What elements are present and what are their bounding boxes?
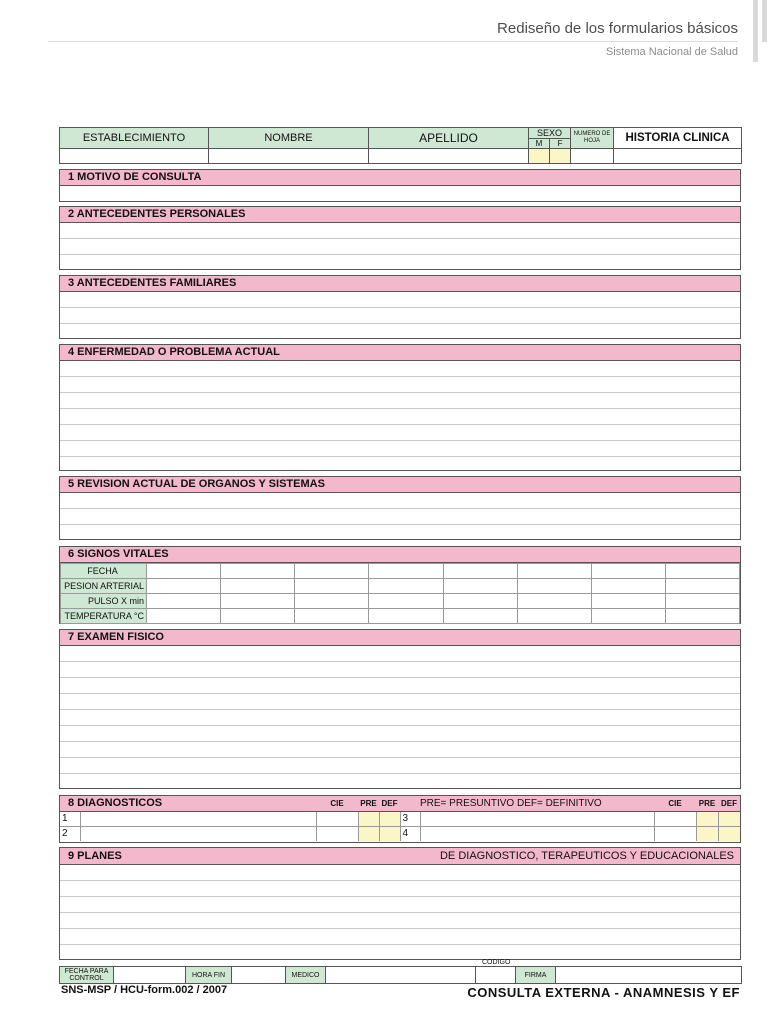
section-header: 7 EXAMEN FISICO <box>60 630 740 646</box>
diagnosis-number: 2 <box>60 826 80 841</box>
text-line[interactable] <box>60 308 740 324</box>
section-header: 8 DIAGNOSTICOS <box>60 796 316 811</box>
def-checkbox[interactable] <box>718 826 740 841</box>
diagnosis-number: 1 <box>60 811 80 826</box>
patient-identification-table <box>59 127 742 164</box>
vital-cell[interactable] <box>295 564 369 579</box>
vital-cell[interactable] <box>221 564 295 579</box>
section-header: 6 SIGNOS VITALES <box>60 547 740 563</box>
vital-signs-table <box>60 563 740 624</box>
sexo-label: SEXO <box>529 128 571 139</box>
pre-label: PRE <box>358 796 379 811</box>
establecimiento-label: ESTABLECIMIENTO <box>60 128 209 149</box>
sexo-f-checkbox[interactable] <box>550 149 571 164</box>
medico-label: MEDICO <box>286 967 326 984</box>
header-rule <box>48 41 738 42</box>
section-revision-organos <box>59 476 741 540</box>
numero-hoja-label: NUMERO DE HOJA <box>571 128 614 149</box>
cie-field[interactable] <box>316 826 358 841</box>
text-line[interactable] <box>60 425 740 441</box>
section-header: 2 ANTECEDENTES PERSONALES <box>60 207 740 223</box>
diagnosis-number: 3 <box>400 811 420 826</box>
footer-signature-table <box>59 966 742 984</box>
vital-cell[interactable] <box>517 579 591 594</box>
text-line[interactable] <box>60 742 740 758</box>
sexo-m-label: M <box>529 139 550 149</box>
section-header: 1 MOTIVO DE CONSULTA <box>60 170 740 186</box>
form-name: CONSULTA EXTERNA - ANAMNESIS Y EF <box>467 985 740 1000</box>
sexo-f-label: F <box>550 139 571 149</box>
codigo-label: CODIGO <box>482 959 511 966</box>
text-line[interactable] <box>60 441 740 457</box>
vital-cell[interactable] <box>369 579 443 594</box>
pre-checkbox[interactable] <box>358 826 379 841</box>
header-decor-bar <box>753 0 758 62</box>
vital-cell[interactable] <box>443 564 517 579</box>
vital-cell[interactable] <box>147 609 221 624</box>
vital-cell[interactable] <box>221 579 295 594</box>
vital-cell[interactable] <box>147 564 221 579</box>
text-line[interactable] <box>60 239 740 255</box>
hora-fin-field[interactable] <box>232 967 286 984</box>
diagnosis-field[interactable] <box>80 826 316 841</box>
section-header <box>60 848 740 865</box>
fecha-control-field[interactable] <box>114 967 186 984</box>
diagnosis-field[interactable] <box>420 811 654 826</box>
vital-cell[interactable] <box>443 579 517 594</box>
text-line[interactable] <box>60 694 740 710</box>
text-line[interactable] <box>60 865 740 881</box>
text-line[interactable] <box>60 361 740 377</box>
pre-checkbox[interactable] <box>696 811 718 826</box>
vital-cell[interactable] <box>443 609 517 624</box>
medico-field[interactable] <box>326 967 476 984</box>
section-signos-vitales <box>59 546 741 624</box>
form-code: SNS-MSP / HCU-form.002 / 2007 <box>61 984 228 996</box>
text-line[interactable] <box>60 409 740 425</box>
text-line[interactable] <box>60 913 740 929</box>
vital-cell[interactable] <box>665 579 739 594</box>
def-checkbox[interactable] <box>718 811 740 826</box>
text-line[interactable] <box>60 509 740 525</box>
vital-cell[interactable] <box>591 609 665 624</box>
apellido-field[interactable] <box>369 149 529 164</box>
text-line[interactable] <box>60 377 740 393</box>
vital-cell[interactable] <box>295 579 369 594</box>
def-label: DEF <box>379 796 400 811</box>
section-antecedentes-personales <box>59 206 741 270</box>
text-line[interactable] <box>60 457 740 471</box>
vital-cell[interactable] <box>517 609 591 624</box>
historia-clinica-field[interactable] <box>614 149 742 164</box>
text-line[interactable] <box>60 646 740 662</box>
text-line[interactable] <box>60 662 740 678</box>
section-header: 4 ENFERMEDAD O PROBLEMA ACTUAL <box>60 345 740 361</box>
cie-field[interactable] <box>654 811 696 826</box>
vital-cell[interactable] <box>517 564 591 579</box>
codigo-field[interactable] <box>476 967 516 984</box>
vital-cell[interactable] <box>665 609 739 624</box>
text-line[interactable] <box>60 493 740 509</box>
vital-cell[interactable] <box>369 564 443 579</box>
vital-cell[interactable] <box>591 564 665 579</box>
vital-cell[interactable] <box>665 594 739 609</box>
section-title: 9 PLANES <box>68 850 122 862</box>
text-line[interactable] <box>60 525 740 540</box>
vital-cell[interactable] <box>147 579 221 594</box>
vital-cell[interactable] <box>517 594 591 609</box>
text-line[interactable] <box>60 186 740 202</box>
numero-hoja-field[interactable] <box>571 149 614 164</box>
vital-cell[interactable] <box>369 609 443 624</box>
pre-checkbox[interactable] <box>358 811 379 826</box>
vital-label-pulso: PULSO X min <box>61 594 147 609</box>
pre-checkbox[interactable] <box>696 826 718 841</box>
section-examen-fisico <box>59 629 741 789</box>
def-checkbox[interactable] <box>379 826 400 841</box>
vital-cell[interactable] <box>591 579 665 594</box>
def-checkbox[interactable] <box>379 811 400 826</box>
text-line[interactable] <box>60 324 740 339</box>
vital-cell[interactable] <box>591 594 665 609</box>
historia-clinica-label: HISTORIA CLINICA <box>614 128 742 149</box>
nombre-label: NOMBRE <box>209 128 369 149</box>
vital-label-fecha: FECHA <box>61 564 147 579</box>
text-line[interactable] <box>60 945 740 960</box>
text-line[interactable] <box>60 223 740 239</box>
document-title: Rediseño de los formularios básicos <box>497 20 738 37</box>
vital-cell[interactable] <box>295 609 369 624</box>
text-line[interactable] <box>60 726 740 742</box>
vital-cell[interactable] <box>369 594 443 609</box>
diagnostics-table <box>60 796 740 841</box>
text-line[interactable] <box>60 897 740 913</box>
section-header: 5 REVISION ACTUAL DE ORGANOS Y SISTEMAS <box>60 477 740 493</box>
section-diagnosticos <box>59 795 741 843</box>
diagnosis-field[interactable] <box>80 811 316 826</box>
pre-label: PRE <box>696 796 718 811</box>
vital-cell[interactable] <box>147 594 221 609</box>
vital-cell[interactable] <box>665 564 739 579</box>
apellido-label: APELLIDO <box>369 128 529 149</box>
text-line[interactable] <box>60 292 740 308</box>
planes-subtitle: DE DIAGNOSTICO, TERAPEUTICOS Y EDUCACIONALES <box>439 850 734 862</box>
firma-label: FIRMA <box>516 967 556 984</box>
firma-field[interactable] <box>556 967 742 984</box>
text-line[interactable] <box>60 678 740 694</box>
cie-label: CIE <box>654 796 696 811</box>
text-line[interactable] <box>60 393 740 409</box>
sexo-m-checkbox[interactable] <box>529 149 550 164</box>
section-enfermedad-actual <box>59 344 741 471</box>
vital-cell[interactable] <box>295 594 369 609</box>
document-subtitle: Sistema Nacional de Salud <box>605 46 738 58</box>
section-header: 3 ANTECEDENTES FAMILIARES <box>60 276 740 292</box>
cie-label: CIE <box>316 796 358 811</box>
diagnosis-field[interactable] <box>420 826 654 841</box>
cie-field[interactable] <box>654 826 696 841</box>
header-decor-bar <box>762 0 767 42</box>
text-line[interactable] <box>60 758 740 774</box>
section-planes <box>59 847 741 960</box>
section-antecedentes-familiares <box>59 275 741 339</box>
text-line[interactable] <box>60 710 740 726</box>
vital-cell[interactable] <box>221 609 295 624</box>
text-line[interactable] <box>60 774 740 789</box>
nombre-field[interactable] <box>209 149 369 164</box>
diagnosis-number: 4 <box>400 826 420 841</box>
text-line[interactable] <box>60 255 740 270</box>
vital-cell[interactable] <box>221 594 295 609</box>
vital-label-presion: PESION ARTERIAL <box>61 579 147 594</box>
def-label: DEF <box>718 796 740 811</box>
fecha-control-label: FECHA PARA CONTROL <box>60 967 114 984</box>
vital-cell[interactable] <box>443 594 517 609</box>
cie-field[interactable] <box>316 811 358 826</box>
section-motivo-consulta <box>59 169 741 202</box>
vital-label-temperatura: TEMPERATURA °C <box>61 609 147 624</box>
text-line[interactable] <box>60 929 740 945</box>
hora-fin-label: HORA FIN <box>186 967 232 984</box>
diagnostics-legend: PRE= PRESUNTIVO DEF= DEFINITIVO <box>400 796 654 811</box>
establecimiento-field[interactable] <box>60 149 209 164</box>
text-line[interactable] <box>60 881 740 897</box>
